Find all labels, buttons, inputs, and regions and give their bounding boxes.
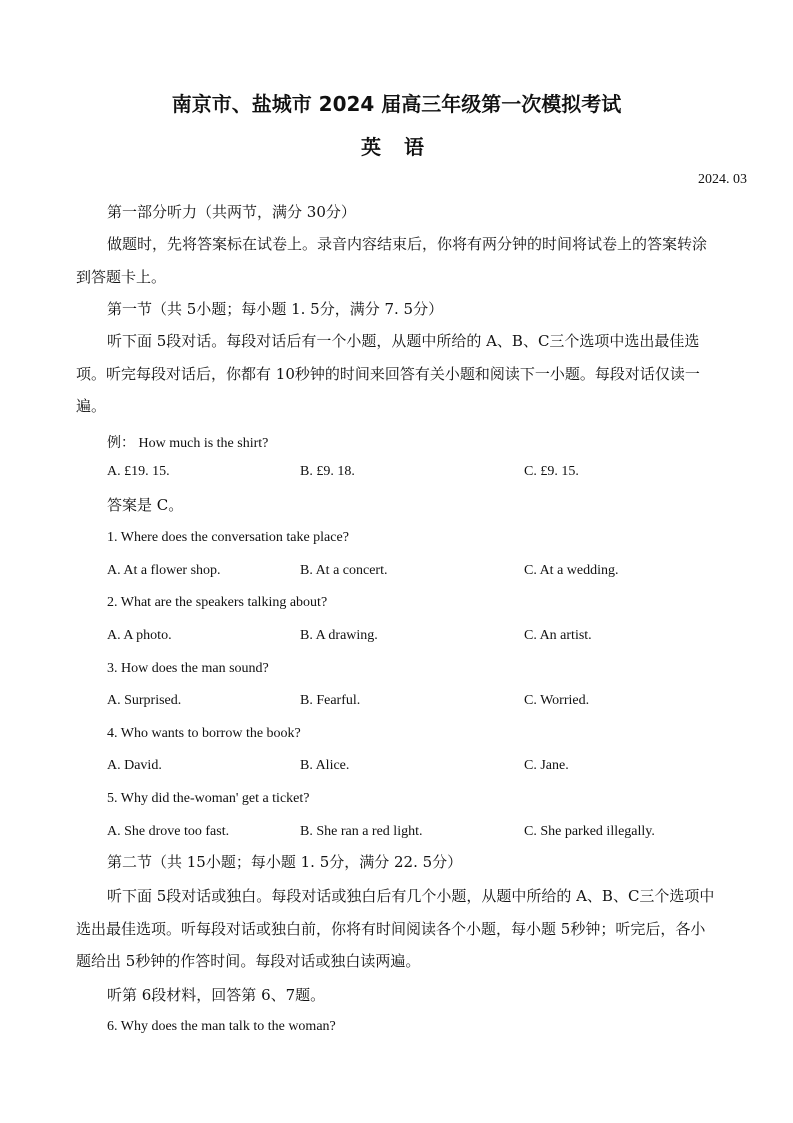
exam-date: 2024. 03 [698,172,747,187]
q4-option-c: C. Jane. [524,758,569,773]
q1-option-a: A. At a flower shop. [107,563,221,578]
question-5: 5. Why did the-woman' get a ticket? [107,791,310,806]
section1-instructions [76,325,718,423]
q2-option-a: A. A photo. [107,628,172,643]
question-4: 4. Who wants to borrow the book? [107,726,301,741]
section2-instructions-text: 听下面 5段对话或独白。每段对话或独白后有几个小题，从题中所给的 A、B、C三个选项中选出最佳选项。听每段对话或独白前，你将有时间阅读各个小题，每小题 5秒钟；听完后，各小题给出 5秒钟的作答时间。每段对话或独白读两遍。 [76,887,715,970]
example-option-a: A. £19. 15. [107,464,170,479]
example-answer: 答案是 C。 [107,496,184,514]
q4-option-a: A. David. [107,758,162,773]
q5-option-b: B. She ran a red light. [300,824,423,839]
exam-title: 南京市、盐城市 2024 届高三年级第一次模拟考试 [171,92,622,116]
q4-option-b: B. Alice. [300,758,350,773]
q3-option-a: A. Surprised. [107,693,182,708]
q3-option-c: C. Worried. [524,693,590,708]
question-1: 1. Where does the conversation take place? [107,530,349,545]
section1-heading: 第一节（共 5小题；每小题 1. 5分，满分 7. 5分） [107,300,444,318]
question-6: 6. Why does the man talk to the woman? [107,1019,336,1034]
subject-title: 英 语 [361,135,432,159]
part1-heading: 第一部分听力（共两节，满分 30分） [107,203,356,221]
part1-instructions [76,228,718,293]
example-option-c: C. £9. 15. [524,464,579,479]
question-3: 3. How does the man sound? [107,661,269,676]
q1-option-b: B. At a concert. [300,563,388,578]
q1-option-c: C. At a wedding. [524,563,619,578]
q5-option-a: A. She drove too fast. [107,824,230,839]
part1-instructions-text: 做题时，先将答案标在试卷上。录音内容结束后，你将有两分钟的时间将试卷上的答案转涂到答题卡上。 [76,235,708,286]
q5-option-c: C. She parked illegally. [524,824,655,839]
section1-instructions-text: 听下面 5段对话。每段对话后有一个小题，从题中所给的 A、B、C三个选项中选出最佳选项。听完每段对话后，你都有 10秒钟的时间来回答有关小题和阅读下一小题。每段对话仅读一遍。 [76,332,700,415]
material-6-heading: 听第 6段材料，回答第 6、7题。 [107,986,326,1004]
q2-option-c: C. An artist. [524,628,592,643]
q3-option-b: B. Fearful. [300,693,361,708]
section2-heading: 第二节（共 15小题；每小题 1. 5分，满分 22. 5分） [107,853,463,871]
section2-instructions [76,880,718,978]
question-2: 2. What are the speakers talking about? [107,595,328,610]
example-option-b: B. £9. 18. [300,464,355,479]
q2-option-b: B. A drawing. [300,628,378,643]
example-question: 例： How much is the shirt? [107,436,269,451]
